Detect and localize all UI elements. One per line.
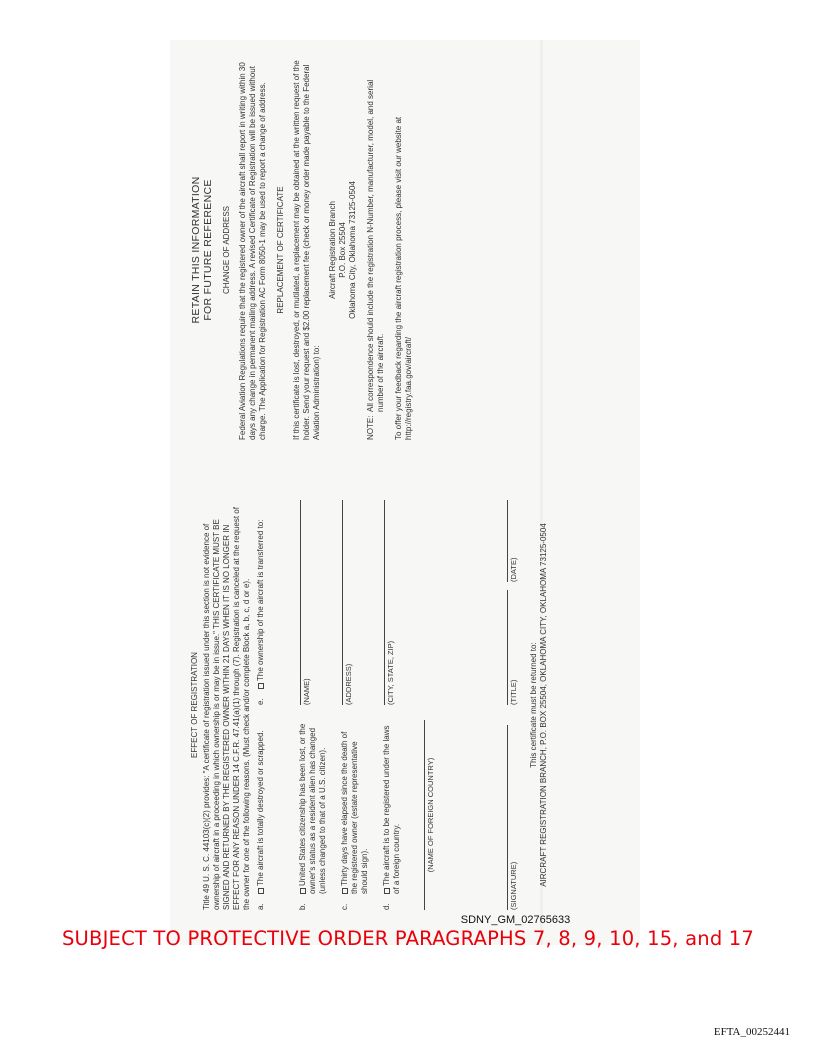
option-a: [256, 720, 286, 910]
address-line-3: Oklahoma City, Oklahoma 73125-0504: [348, 181, 357, 319]
checkbox-b[interactable]: [300, 888, 306, 894]
signature-row: [507, 500, 529, 910]
checkbox-d[interactable]: [384, 888, 390, 894]
efta-number: EFTA_00252441: [713, 1026, 790, 1038]
option-c: [340, 720, 370, 910]
effect-of-registration-section: [190, 500, 549, 910]
options-left-column: [256, 720, 436, 910]
option-b-letter: b.: [298, 903, 307, 910]
correspondence-note: [366, 60, 386, 440]
option-e-letter: e.: [256, 698, 265, 705]
option-c-text: Thirty days have elapsed since the death of the registered owner (estate representative should sign).: [340, 731, 369, 894]
option-d: [382, 720, 412, 910]
signature-field[interactable]: (SIGNATURE): [507, 725, 519, 910]
replacement-title: REPLACEMENT OF CERTIFICATE: [276, 186, 285, 314]
foreign-country-field[interactable]: (NAME OF FOREIGN COUNTRY): [424, 720, 436, 910]
protective-order-notice: SUBJECT TO PROTECTIVE ORDER PARAGRAPHS 7, 8, 9, 10, 15, and 17: [61, 927, 755, 950]
effect-title: EFFECT OF REGISTRATION: [190, 652, 199, 758]
change-of-address-title: CHANGE OF ADDRESS: [222, 206, 231, 295]
return-address: AIRCRAFT REGISTRATION BRANCH, P.O. BOX 25504, OKLAHOMA CITY, OKLAHOMA 73125-0504: [539, 523, 548, 887]
return-instructions: This certificate must be returned to:: [529, 642, 538, 768]
address-line-1: Aircraft Registration Branch: [328, 201, 337, 299]
retain-information-section: [190, 60, 418, 440]
option-a-text: The aircraft is totally destroyed or scrapped.: [256, 730, 265, 886]
bates-number: SDNY_GM_02765633: [460, 914, 571, 926]
option-a-letter: a.: [256, 903, 265, 910]
effect-intro: Title 49 U. S. C. 44103(c)(2) provides: "A certificate of registration issued under this section is not evidence of ownership of aircraft in a proceeding in which ownership is or may be in issue." THIS CERTIFICATE MUST BE SIGNED AND RETURNED BY THE REGISTERED OWNER WITHIN 21 DAYS WHEN IT IS NO LONGER IN EFFECT FOR ANY REASON UNDER 14 C.F.R. 47.41(a)(1) through (7). Registration is canceled at the request of the owner for one of the following reasons. (Must check and/or complete Block a, b, c, d or e).: [202, 507, 251, 910]
address-line-2: P.O. Box 25504: [338, 222, 347, 278]
date-field[interactable]: (DATE): [507, 500, 519, 582]
option-d-letter: d.: [382, 903, 391, 910]
option-c-letter: c.: [340, 903, 349, 910]
city-state-zip-field[interactable]: (CITY, STATE, ZIP): [384, 500, 396, 705]
rotated-certificate: [180, 50, 620, 930]
checkbox-a[interactable]: [258, 888, 264, 894]
option-e: [256, 500, 286, 705]
cancellation-options: [256, 500, 501, 910]
options-right-column: [256, 500, 396, 705]
note-label: NOTE:: [366, 415, 375, 440]
mailing-address: [328, 60, 358, 440]
checkbox-c[interactable]: [342, 888, 348, 894]
name-field[interactable]: (NAME): [300, 500, 312, 705]
note-text: All correspondence should include the registration N-Number, manufacturer, model, and serial number of the aircraft.: [366, 79, 385, 412]
checkbox-e[interactable]: [258, 683, 264, 689]
feedback-text: To offer your feedback regarding the aircraft registration process, please visit our website at http://registry.faa.gov/aircraft/: [394, 116, 413, 440]
option-d-text: The aircraft is to be registered under the laws of a foreign country.: [382, 725, 401, 894]
change-of-address-text: Federal Aviation Regulations require that the registered owner of the aircraft shall report in writing within 30 days any change in permanent mailing address. A revised Certificate of Registration will be issued without charge. The Application for Registration AC Form 8050-1 may be used to report a change of address.: [238, 62, 267, 440]
retain-title-line2: FOR FUTURE REFERENCE: [202, 179, 214, 321]
title-field[interactable]: (TITLE): [507, 590, 519, 705]
replacement-text: If this certificate is lost, destroyed, or mutilated, a replacement may be obtained at the written request of the holder. Send your request and $2.00 replacement fee (check or money order made payable to the Federal Aviation Administration) to:: [292, 60, 321, 440]
option-b: [298, 720, 328, 910]
option-e-text: The ownership of the aircraft is transferred to:: [256, 519, 265, 681]
retain-title-line1: RETAIN THIS INFORMATION: [190, 176, 202, 324]
option-b-text: United States citizenship has been lost, or the owner's status as a resident alien has changed (unless changed to that of a U.S. citizen).: [298, 723, 327, 894]
address-field[interactable]: (ADDRESS): [342, 500, 354, 705]
